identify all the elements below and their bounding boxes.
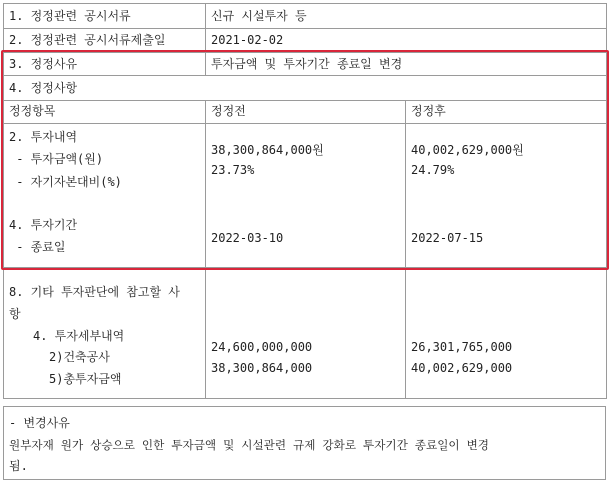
section-title: 4. 정정사항: [9, 81, 78, 95]
value-end-date-after: 2022-07-15: [411, 231, 484, 245]
other-label-line1: 8. 기타 투자판단에 참고할 사: [9, 285, 180, 299]
row-value-disclosure-document: 신규 시설투자 등: [211, 9, 307, 23]
item-investment-period: 4. 투자기간: [9, 218, 78, 232]
reason-text-line1: 원부자재 원가 상승으로 인한 투자금액 및 시설관련 규제 강화로 투자기간 종료일이 변경: [9, 438, 489, 452]
other-label-line2: 항: [9, 307, 21, 321]
item-investment-amount: - 투자금액(원): [9, 152, 104, 166]
row-label-disclosure-document: 1. 정정관련 공시서류: [9, 9, 131, 23]
item-end-date: - 종료일: [9, 240, 66, 254]
row-value-submission-date: 2021-02-02: [211, 33, 284, 47]
other-sub-total-investment: 5)총투자금액: [49, 372, 122, 386]
reason-text-line2: 됨.: [9, 459, 28, 473]
value-total-investment-before: 38,300,864,000: [211, 361, 313, 375]
value-investment-amount-after: 40,002,629,000원: [411, 143, 524, 157]
item-investment-details: 2. 투자내역: [9, 130, 78, 144]
other-sub-investment-breakdown: 4. 투자세부내역: [33, 329, 125, 343]
row-divider: [3, 28, 607, 29]
value-end-date-before: 2022-03-10: [211, 231, 284, 245]
row-value-correction-reason: 투자금액 및 투자기간 종료일 변경: [211, 57, 403, 71]
value-construction-after: 26,301,765,000: [411, 340, 513, 354]
value-equity-ratio-before: 23.73%: [211, 163, 255, 177]
header-before: 정정전: [211, 104, 246, 118]
value-equity-ratio-after: 24.79%: [411, 163, 455, 177]
reason-title: - 변경사유: [9, 416, 70, 430]
row-label-submission-date: 2. 정정관련 공시서류제출일: [9, 33, 166, 47]
value-total-investment-after: 40,002,629,000: [411, 361, 513, 375]
item-equity-ratio: - 자기자본대비(%): [9, 175, 122, 189]
row-divider: [3, 3, 607, 4]
row-divider: [3, 398, 607, 399]
header-after: 정정후: [411, 104, 446, 118]
highlight-box: [1, 50, 609, 270]
header-item: 정정항목: [9, 104, 56, 118]
value-investment-amount-before: 38,300,864,000원: [211, 143, 324, 157]
other-sub-construction: 2)건축공사: [49, 350, 110, 364]
value-construction-before: 24,600,000,000: [211, 340, 313, 354]
row-label-correction-reason: 3. 정정사유: [9, 57, 78, 71]
